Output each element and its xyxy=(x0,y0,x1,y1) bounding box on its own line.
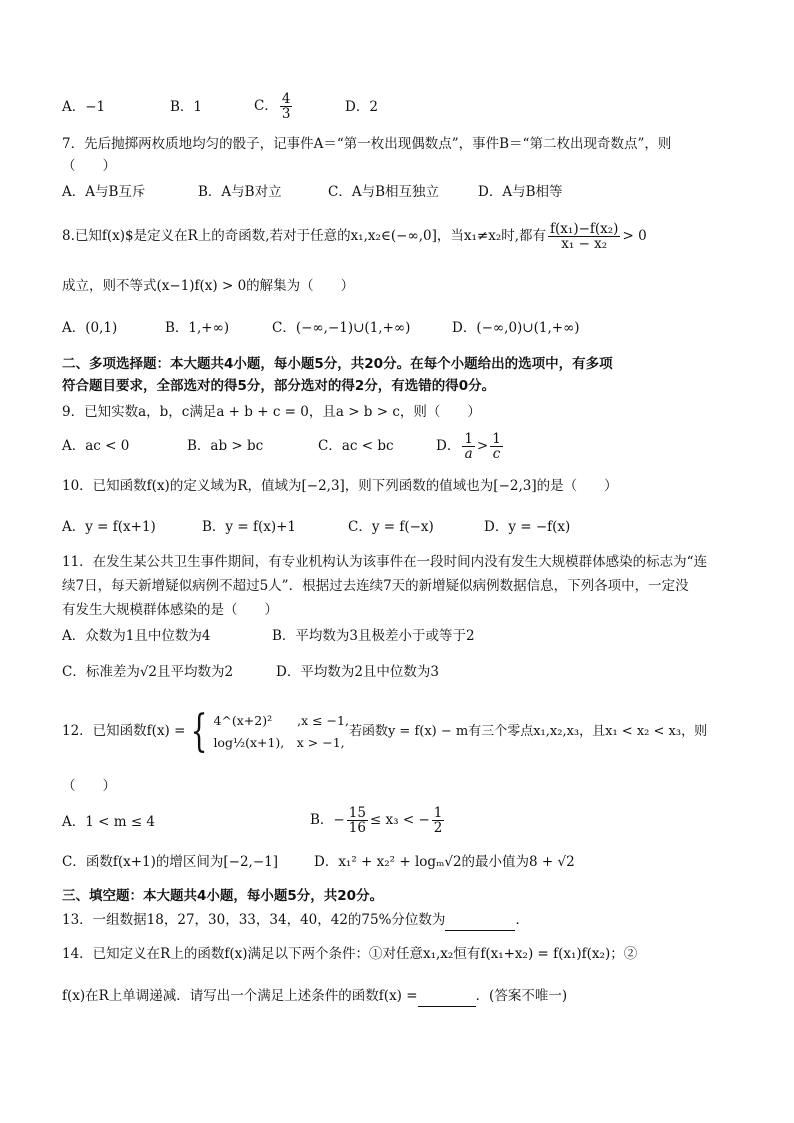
q12-b-fraction-1 xyxy=(347,806,368,835)
q14-line2-end: ．(答案不唯一) xyxy=(475,988,568,1004)
q7-paren: （ ） xyxy=(62,158,116,174)
fraction-numerator: 1 xyxy=(492,431,501,447)
q7-stem: 7．先后抛掷两枚质地均匀的骰子，记事件A＝“第一枚出现偶数点”，事件B＝“第二枚出现奇数点”，则 xyxy=(62,136,672,152)
q9-d-fraction-2 xyxy=(490,432,503,461)
q10-option-d: D．y = −f(x) xyxy=(484,519,571,535)
fraction-denominator: 3 xyxy=(281,106,291,122)
q7-option-a: A．A与B互斥 xyxy=(62,184,146,200)
section2-heading-line2: 符合题目要求，全部选对的得5分，部分选对的得2分，有选错的得0分。 xyxy=(62,378,496,394)
section2-heading-line1: 二、多项选择题：本大题共4小题，每小题5分，共20分。在每个小题给出的选项中，有多项 xyxy=(62,356,613,372)
q9-option-a: A．ac < 0 xyxy=(62,438,130,454)
q9-d-fraction-1 xyxy=(462,432,475,461)
q12-option-b-mid: ≤ x₃ < − xyxy=(369,812,430,828)
q12-stem xyxy=(62,703,707,760)
q12-b-fraction-2 xyxy=(432,806,445,835)
q8-option-c: C．(−∞,−1)∪(1,+∞) xyxy=(272,320,411,336)
q13-stem xyxy=(62,910,529,931)
section3-heading: 三、填空题：本大题共4小题，每小题5分，共20分。 xyxy=(62,888,384,904)
fraction-numerator: 15 xyxy=(348,805,366,821)
q12-paren: （ ） xyxy=(62,778,116,794)
q7-option-d: D．A与B相等 xyxy=(478,184,563,200)
q6-option-c-fraction xyxy=(280,92,293,121)
fraction-denominator: 16 xyxy=(348,820,366,836)
fraction-denominator: x₁ − x₂ xyxy=(561,236,608,252)
q12-stem-tail: 若函数y = f(x) − m有三个零点x₁,x₂,x₃，且x₁ < x₂ < x₃，则 xyxy=(348,724,708,739)
q8-option-d: D．(−∞,0)∪(1,+∞) xyxy=(452,320,580,336)
fraction-numerator: 4 xyxy=(281,91,291,107)
q12-stem-text: 12．已知函数f(x) = xyxy=(62,723,186,739)
q14-answer-blank[interactable] xyxy=(418,986,476,1007)
q12-piecewise xyxy=(213,710,349,754)
q14-line2 xyxy=(62,986,567,1007)
q10-option-c: C．y = f(−x) xyxy=(348,519,434,535)
q8-stem-text: 8.已知f(x)$是定义在R上的奇函数,若对于任意的x₁,x₂∈(−∞,0]，当x₁≠x₂时,都有 xyxy=(62,228,547,244)
q12-option-d: D．x₁² + x₂² + logₘ√2的最小值为8 + √2 xyxy=(314,854,575,870)
q12-option-b-label: B．− xyxy=(310,812,345,828)
q13-text: 13．一组数据18，27，30，33，34，40，42的75%分位数为 xyxy=(62,912,446,928)
q11-line2: 续7日，每天新增疑似病例不超过5人”．根据过去连续7天的新增疑似病例数据信息，下列各项中，一定没 xyxy=(62,578,689,594)
fraction-denominator: 2 xyxy=(433,820,443,836)
q12-piece-2: log½(x+1), x > −1, xyxy=(213,734,345,750)
q11-option-a: A．众数为1且中位数为4 xyxy=(62,628,211,644)
q9-option-b: B．ab > bc xyxy=(187,438,264,454)
q10-stem: 10．已知函数f(x)的定义域为R，值域为[−2,3]，则下列函数的值域也为[−2,3]的是（ ） xyxy=(62,478,618,494)
fraction-numerator: 1 xyxy=(464,431,473,447)
q12-option-c: C．函数f(x+1)的增区间为[−2,−1] xyxy=(62,854,278,870)
q13-answer-blank[interactable] xyxy=(445,910,515,931)
q6-option-d: D．2 xyxy=(345,99,378,115)
q8-option-b: B．1,+∞) xyxy=(165,320,230,336)
q12-option-a: A．1 < m ≤ 4 xyxy=(62,814,156,830)
q14-line1: 14．已知定义在R上的函数f(x)满足以下两个条件：①对任意x₁,x₂恒有f(x₁+x₂) = f(x₁)f(x₂)；② xyxy=(62,946,638,962)
fraction-denominator: c xyxy=(492,446,501,462)
q6-option-a: A．−1 xyxy=(62,99,106,115)
fraction-denominator: a xyxy=(464,446,473,462)
q11-option-d: D．平均数为2且中位数为3 xyxy=(276,664,440,680)
q11-line3: 有发生大规模群体感染的是（ ） xyxy=(62,602,278,618)
q6-option-c xyxy=(254,88,294,124)
q7-option-b: B．A与B对立 xyxy=(198,184,282,200)
q8-stem xyxy=(62,218,647,254)
q7-option-c: C．A与B相互独立 xyxy=(328,184,439,200)
q9-option-d: D． $\frac{1}{a}$ > $\frac{1}{c}$ xyxy=(436,431,501,462)
q10-option-b: B．y = f(x)+1 xyxy=(202,519,296,535)
fraction-numerator: f(x₁)−f(x₂) xyxy=(550,221,619,237)
q6-option-c-label: C． xyxy=(254,98,278,114)
q14-line2-text: f(x)在R上单调递减．请写出一个满足上述条件的函数f(x) = xyxy=(62,988,418,1004)
q13-end: ． xyxy=(515,912,529,928)
q9-option-d-label: D． xyxy=(436,438,461,454)
q8-fraction xyxy=(548,222,620,251)
q9-stem: 9．已知实数a，b，c满足a + b + c = 0，且a > b > c，则（ ） xyxy=(62,404,481,420)
q9-option-c: C．ac < bc xyxy=(318,438,394,454)
q6-option-b: B．1 xyxy=(170,99,203,115)
fraction-numerator: 1 xyxy=(433,805,443,821)
q12-option-b xyxy=(310,800,446,840)
left-brace-icon: { xyxy=(191,705,208,757)
q10-option-a: A．y = f(x+1) xyxy=(62,519,156,535)
q11-option-c: C．标准差为√2且平均数为2 xyxy=(62,664,234,680)
q8-line2: 成立，则不等式(x−1)f(x) > 0的解集为（ ） xyxy=(62,278,355,294)
q11-line1: 11．在发生某公共卫生事件期间，有专业机构认为该事件在一段时间内没有发生大规模群体感染的标志为“连 xyxy=(62,554,708,570)
q8-option-a: A．(0,1) xyxy=(62,320,118,336)
q12-piece-1: 4^(x+2)² ,x ≤ −1, xyxy=(213,712,349,728)
q8-stem-tail: > 0 xyxy=(622,228,647,244)
q11-option-b: B．平均数为3且极差小于或等于2 xyxy=(272,628,475,644)
